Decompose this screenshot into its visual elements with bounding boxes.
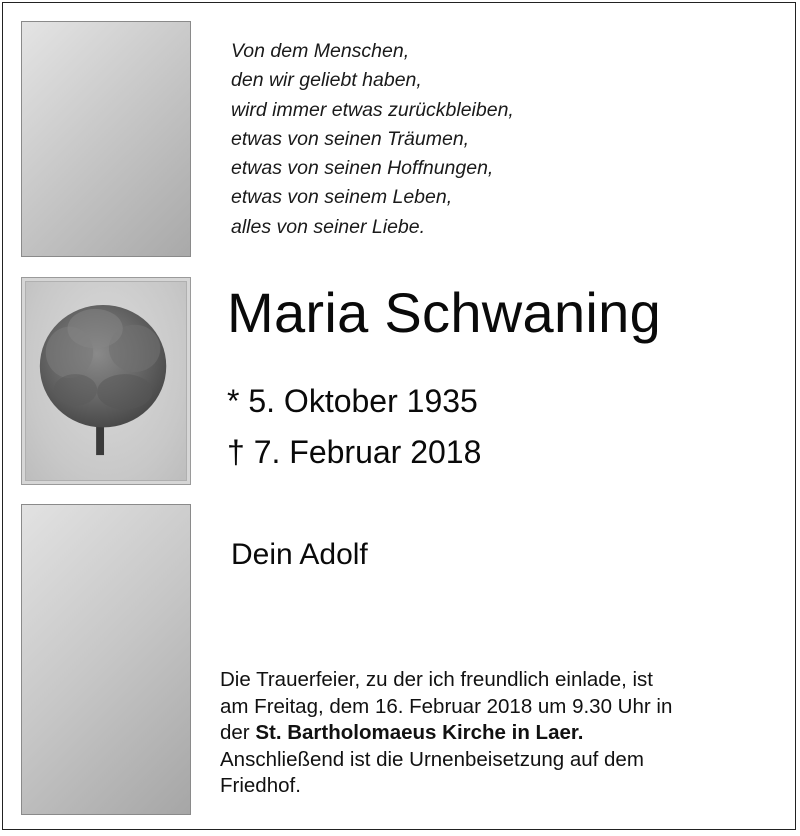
poem-line: etwas von seinen Hoffnungen, <box>231 157 494 180</box>
poem-line: Von dem Menschen, <box>231 40 410 62</box>
poem-line: alles von seiner Liebe. <box>231 215 426 238</box>
poem-line: etwas von seinen Träumen, <box>231 127 470 150</box>
announcement-line: Die Trauerfeier, zu der ich freundlich einlade, ist <box>220 668 654 691</box>
memorial-poem <box>231 37 514 242</box>
deceased-name: Maria Schwaning <box>227 281 662 344</box>
tree-image <box>25 281 187 481</box>
decorative-gray-panel-top <box>21 21 191 257</box>
announcement-line <box>220 720 780 747</box>
birth-date: * 5. Oktober 1935 <box>227 383 478 419</box>
poem-line: den wir geliebt haben, <box>231 69 422 92</box>
tree-photo-frame <box>21 277 191 485</box>
announcement-line: Anschließend ist die Urnenbeisetzung auf dem <box>220 747 644 771</box>
obituary-notice <box>2 2 796 830</box>
tree-icon <box>26 282 186 480</box>
signoff: Dein Adolf <box>231 538 368 571</box>
church-location: St. Bartholomaeus Kirche in Laer. <box>255 721 584 744</box>
decorative-gray-panel-bottom <box>21 504 191 815</box>
death-date: † 7. Februar 2018 <box>227 434 482 470</box>
poem-line: wird immer etwas zurückbleiben, <box>231 98 514 121</box>
announcement-line-prefix: der <box>220 721 256 744</box>
poem-line: etwas von seinem Leben, <box>231 186 453 209</box>
announcement-line: Friedhof. <box>220 774 301 797</box>
funeral-announcement <box>220 667 780 800</box>
announcement-line: am Freitag, dem 16. Februar 2018 um 9.30 Uhr in <box>220 694 673 718</box>
